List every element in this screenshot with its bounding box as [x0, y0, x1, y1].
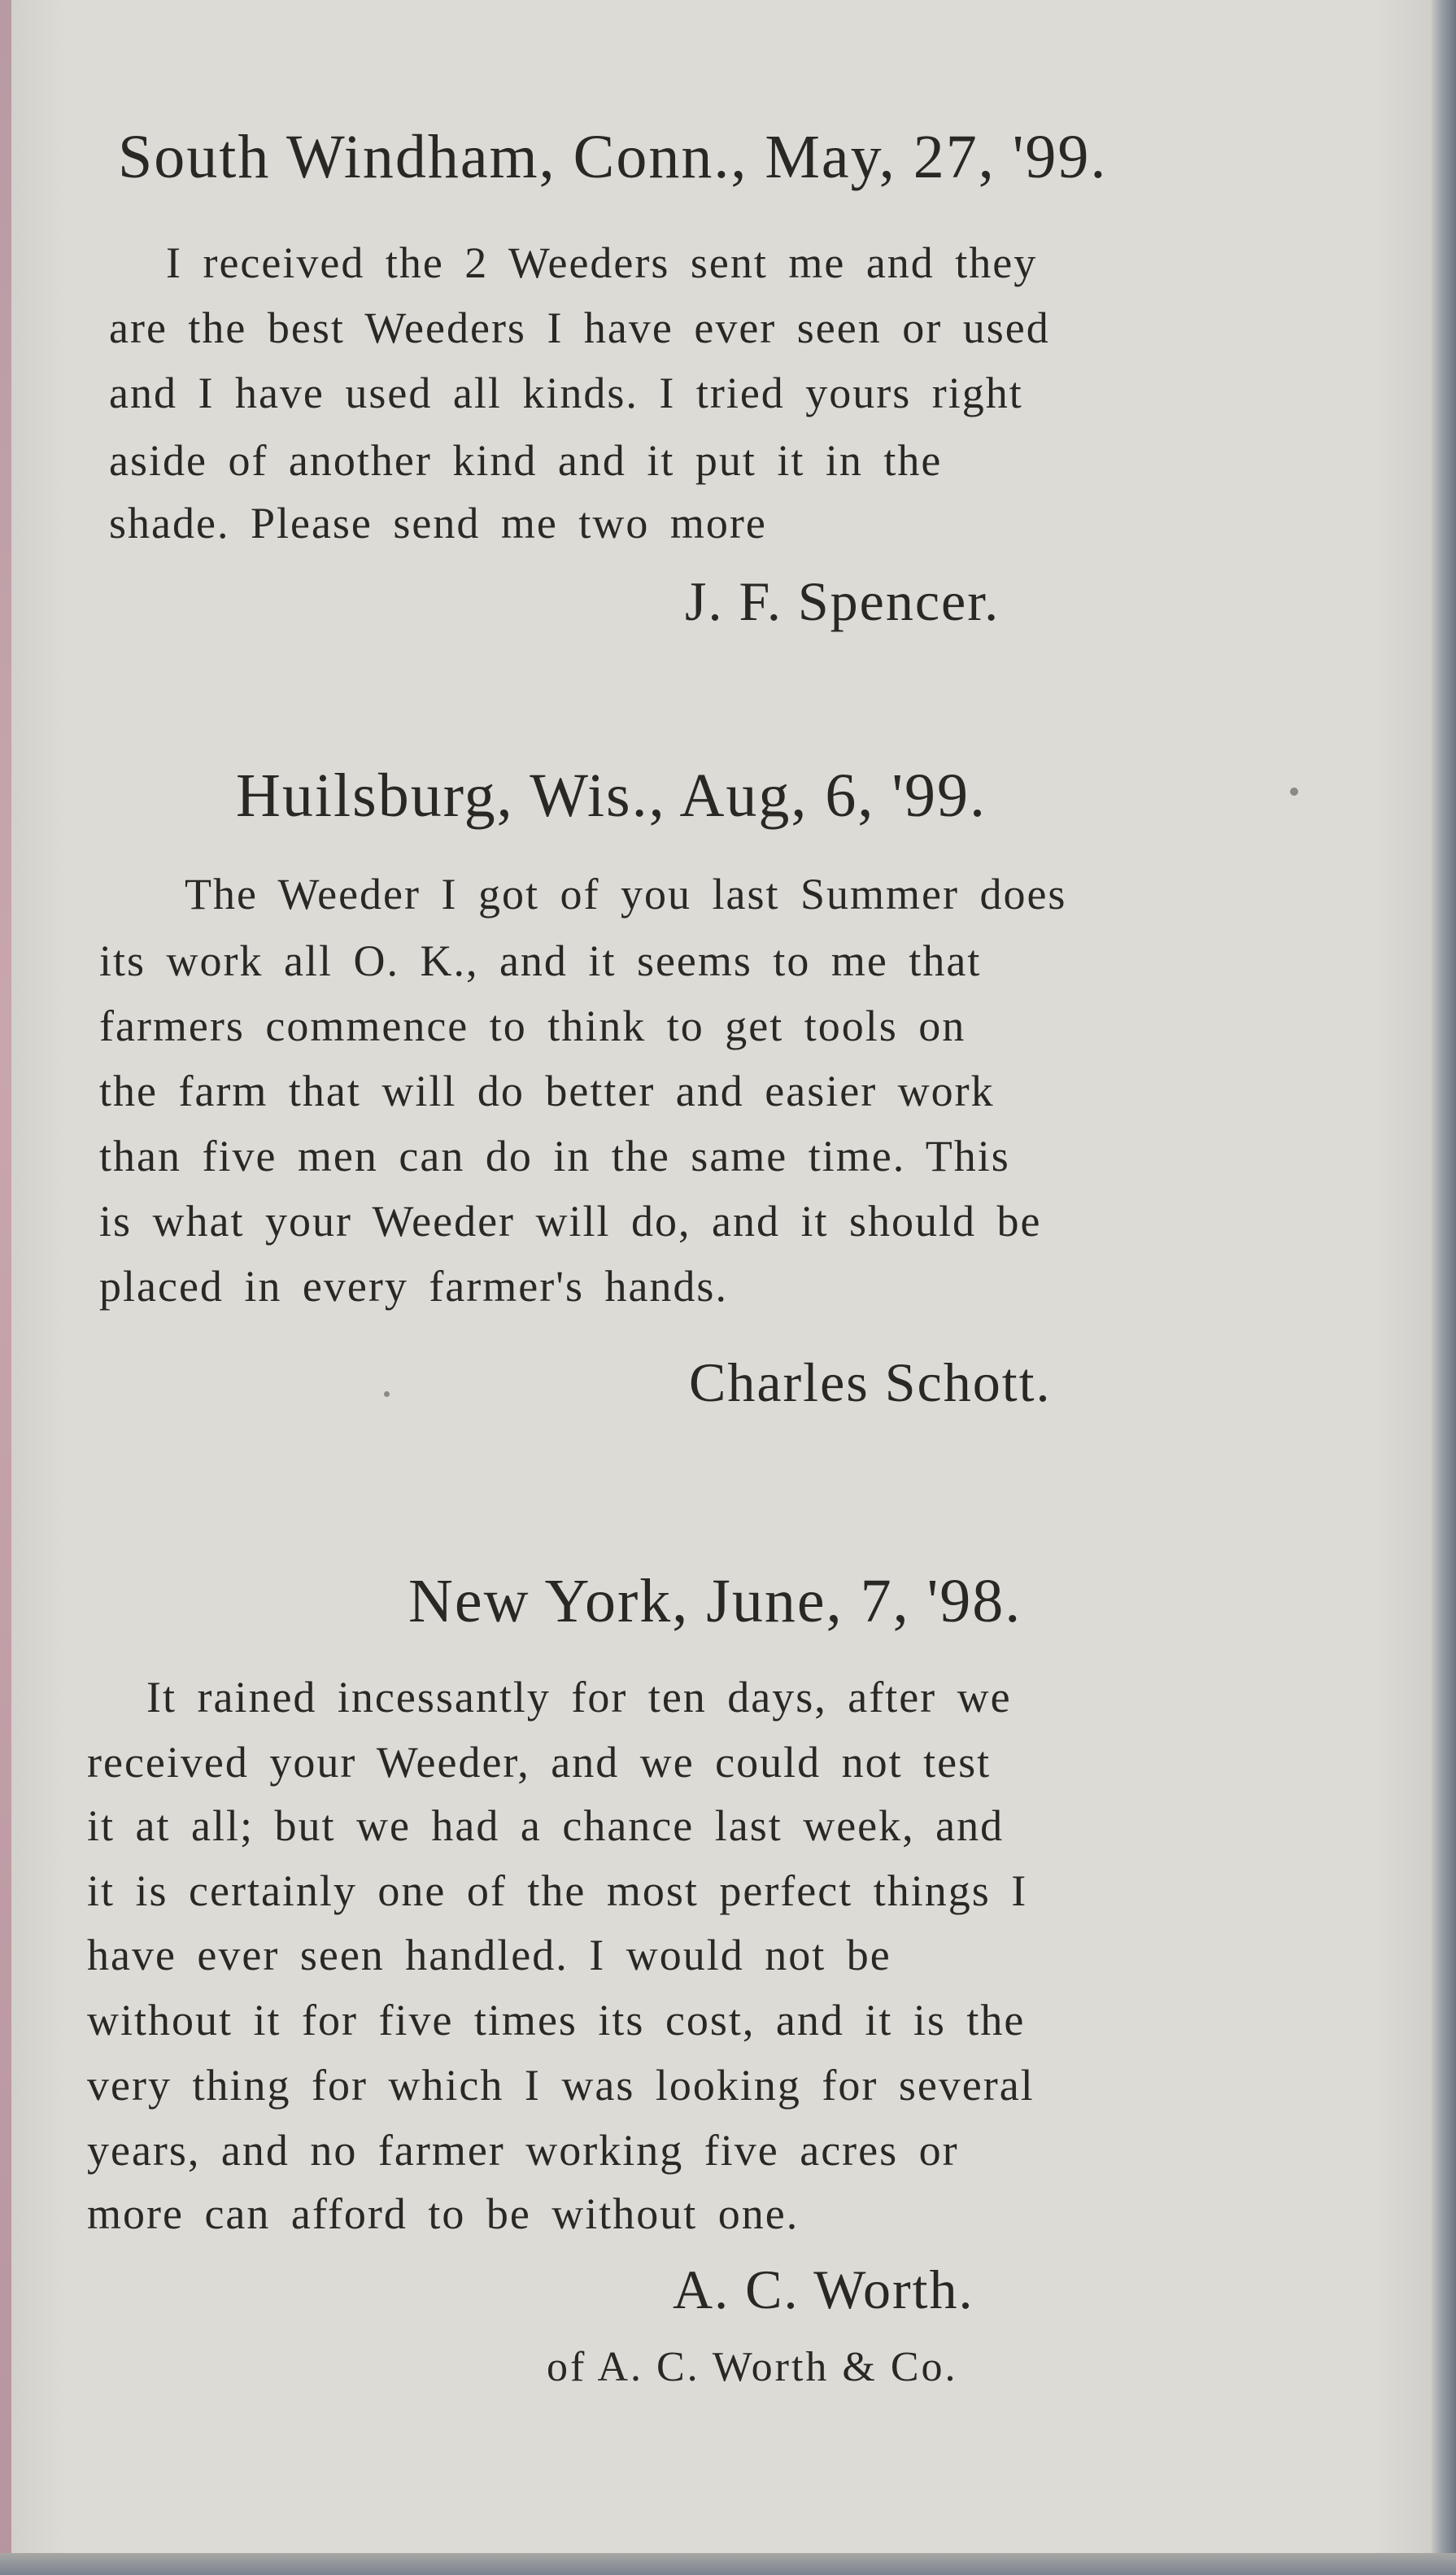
letter-2-line: than five men can do in the same time. This — [99, 1132, 1010, 1181]
letter-1-line: shade. Please send me two more — [109, 499, 767, 548]
page-edge-left — [0, 0, 11, 2575]
letter-1-signature: J. F. Spencer. — [685, 570, 1000, 632]
letter-3-signature-company: of A. C. Worth & Co. — [547, 2344, 958, 2390]
letter-2-line: is what your Weeder will do, and it should be — [99, 1197, 1042, 1246]
letter-3-line: It rained incessantly for ten days, after we — [146, 1673, 1012, 1722]
letter-3-signature: A. C. Worth. — [673, 2259, 974, 2320]
paper-spot — [384, 1391, 390, 1397]
paper-spot — [1290, 788, 1298, 796]
letter-3-line: very thing for which I was looking for several — [87, 2061, 1035, 2110]
letter-2-line: its work all O. K., and it seems to me that — [99, 936, 982, 985]
letter-1-line: aside of another kind and it put it in the — [109, 436, 943, 485]
letter-3-line: without it for five times its cost, and it is the — [87, 1996, 1026, 2045]
letter-2-line: placed in every farmer's hands. — [99, 1262, 728, 1311]
letter-3-line: it is certainly one of the most perfect things I — [87, 1866, 1028, 1915]
letter-3-heading: New York, June, 7, '98. — [408, 1567, 1022, 1635]
page — [10, 0, 1432, 2553]
letter-3-line: more can afford to be without one. — [87, 2189, 800, 2238]
letter-2-signature: Charles Schott. — [689, 1351, 1052, 1413]
letter-2-line: The Weeder I got of you last Summer does — [185, 870, 1067, 919]
letter-2-line: the farm that will do better and easier work — [99, 1067, 995, 1115]
letter-1-heading: South Windham, Conn., May, 27, '99. — [118, 123, 1108, 191]
page-edge-right — [1432, 0, 1456, 2575]
letter-2-heading: Huilsburg, Wis., Aug, 6, '99. — [236, 762, 987, 830]
letter-1-line: and I have used all kinds. I tried yours right — [109, 369, 1023, 417]
page-edge-bottom — [0, 2553, 1456, 2575]
letter-3-line: years, and no farmer working five acres or — [87, 2126, 959, 2175]
letter-3-line: it at all; but we had a chance last week, and — [87, 1801, 1005, 1850]
letter-1-line: I received the 2 Weeders sent me and they — [166, 238, 1038, 287]
letter-3-line: received your Weeder, and we could not test — [87, 1738, 992, 1787]
letter-1-line: are the best Weeders I have ever seen or used — [109, 303, 1050, 352]
letter-3-line: have ever seen handled. I would not be — [87, 1931, 891, 1979]
letter-2-line: farmers commence to think to get tools on — [99, 1002, 966, 1050]
